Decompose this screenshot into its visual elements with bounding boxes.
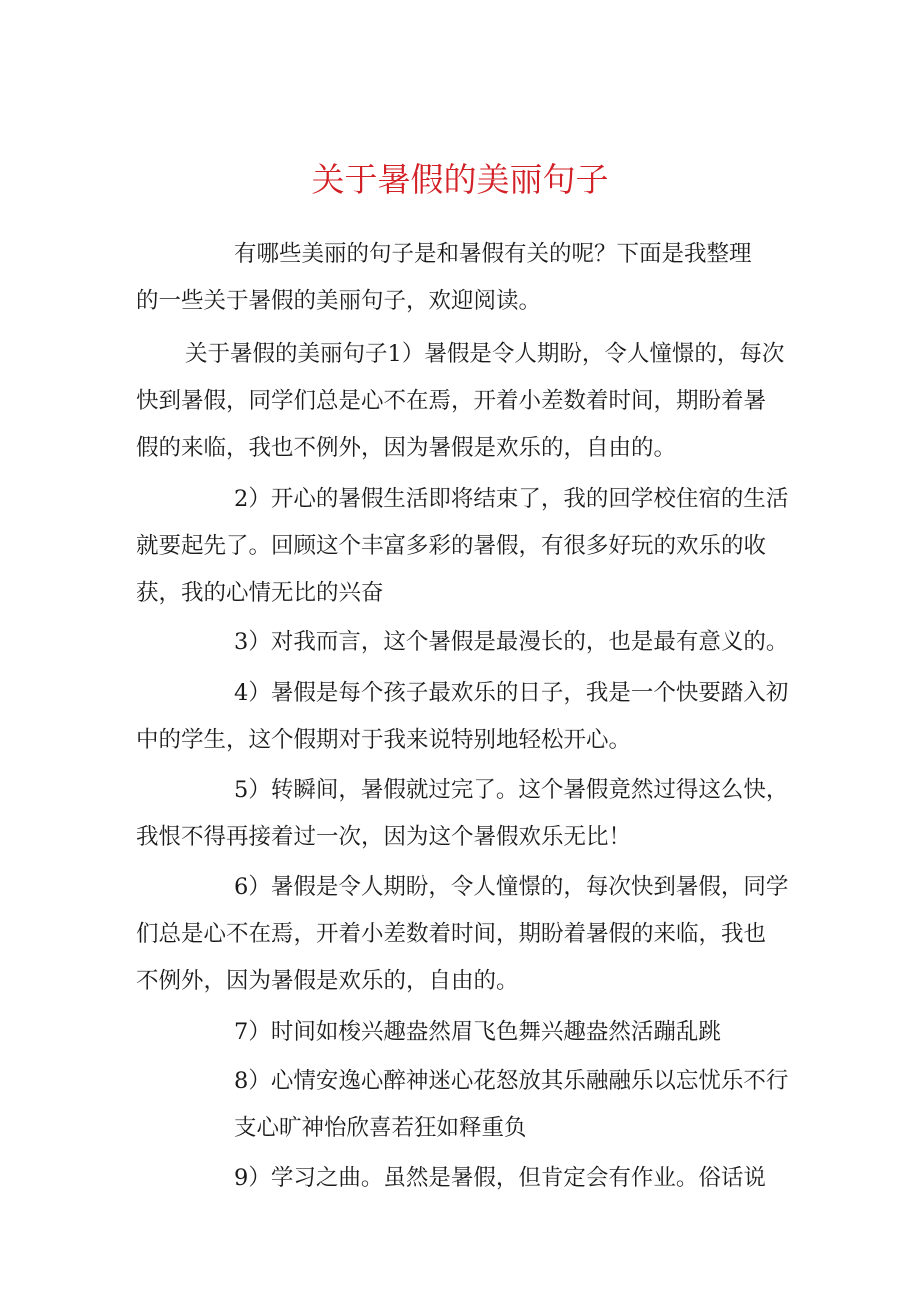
- paragraph-line: 2）开心的暑假生活即将结束了，我的回学校住宿的生活: [234, 486, 789, 512]
- paragraph-line: 关于暑假的美丽句子1）暑假是令人期盼，令人憧憬的，每次: [185, 341, 785, 367]
- paragraph-line: 快到暑假，同学们总是心不在焉，开着小差数着时间，期盼着暑: [136, 388, 767, 414]
- paragraph-line: 们总是心不在焉，开着小差数着时间，期盼着暑假的来临，我也: [136, 921, 767, 947]
- paragraph-line: 获，我的心情无比的兴奋: [136, 580, 384, 606]
- paragraph-line: 就要起先了。回顾这个丰富多彩的暑假，有很多好玩的欢乐的收: [136, 533, 767, 559]
- paragraph-line: 我恨不得再接着过一次，因为这个暑假欢乐无比！: [136, 824, 632, 850]
- paragraph-line: 不例外，因为暑假是欢乐的，自由的。: [136, 968, 519, 994]
- paragraph-line: 8）心情安逸心醉神迷心花怒放其乐融融乐以忘忧乐不行: [234, 1068, 789, 1094]
- paragraph-line: 5）转瞬间，暑假就过完了。这个暑假竟然过得这么快，: [234, 777, 789, 803]
- paragraph-line: 假的来临，我也不例外，因为暑假是欢乐的，自由的。: [136, 435, 677, 461]
- paragraph-line: 支心旷神怡欣喜若狂如释重负: [234, 1115, 527, 1141]
- paragraph-line: 有哪些美丽的句子是和暑假有关的呢？下面是我整理: [234, 241, 752, 267]
- paragraph-line: 的一些关于暑假的美丽句子，欢迎阅读。: [136, 288, 542, 314]
- paragraph-line: 9）学习之曲。虽然是暑假，但肯定会有作业。俗话说: [234, 1165, 766, 1191]
- paragraph-line: 中的学生，这个假期对于我来说特别地轻松开心。: [136, 727, 632, 753]
- paragraph-line: 7）时间如梭兴趣盎然眉飞色舞兴趣盎然活蹦乱跳: [234, 1019, 721, 1045]
- paragraph-line: 6）暑假是令人期盼，令人憧憬的，每次快到暑假，同学: [234, 874, 789, 900]
- paragraph-line: 4）暑假是每个孩子最欢乐的日子，我是一个快要踏入初: [234, 680, 789, 706]
- paragraph-line: 3）对我而言，这个暑假是最漫长的，也是最有意义的。: [234, 629, 789, 655]
- document-title: 关于暑假的美丽句子: [311, 160, 609, 199]
